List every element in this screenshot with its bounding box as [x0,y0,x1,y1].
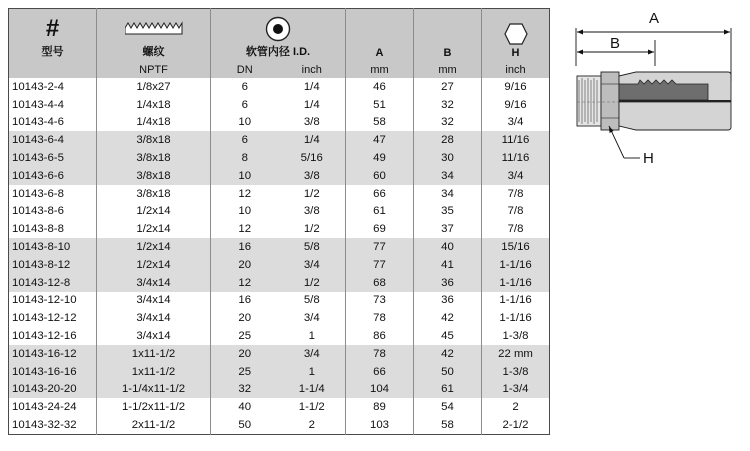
b-header [414,9,482,62]
cell-inch: 1/2 [303,223,320,236]
cell-inch: 1 [279,363,346,381]
cell-thread: 3/4x14 [97,327,211,345]
cell-h: 7/8 [482,220,550,238]
label-a: A [649,10,660,27]
cell-b: 61 [414,381,482,399]
a-header [346,9,414,62]
cell-thread: 1-1/2x11-1/2 [97,398,211,416]
cell-model: 10143-8-8 [12,223,64,236]
cell-a: 66 [346,363,414,381]
cell-h: 2 [482,398,550,416]
cell-thread: 1/2x14 [97,238,211,256]
cell-dn: 10 [211,203,279,221]
cell-model: 10143-6-5 [9,149,97,167]
cell-thread: 1/8x27 [97,78,211,96]
cell-dn: 50 [211,416,279,434]
cell-inch: 1-1/2 [298,401,325,414]
cell-dn: 32 [211,381,279,399]
cell-model: 10143-12-12 [12,312,77,325]
cell-dn: 12 [211,220,279,238]
cell-dn: 20 [211,256,279,274]
cell-b: 30 [414,149,482,167]
table-row [9,131,550,149]
table-row [9,381,550,399]
cell-h: 3/4 [482,167,550,185]
cell-model: 10143-6-4 [9,131,97,149]
cell-model: 10143-32-32 [12,419,77,432]
cell-model: 10143-12-16 [12,330,77,343]
table-row [9,167,550,185]
cell-thread: 3/8x18 [97,149,211,167]
cell-inch: 3/4 [303,312,320,325]
cell-b: 34 [414,167,482,185]
cell-a: 66 [346,185,414,203]
cell-model: 10143-6-6 [9,167,97,185]
cell-thread: 1/4x18 [97,96,211,114]
cell-model: 10143-8-10 [9,238,97,256]
cell-inch: 3/8 [279,167,346,185]
cell-thread: 1-1/4x11-1/2 [97,381,211,399]
a-unit: mm [346,61,414,78]
cell-h: 7/8 [482,185,550,203]
h-unit: inch [482,61,550,78]
header-row-labels [9,9,550,62]
cell-h: 1-3/4 [482,381,550,399]
cell-h: 15/16 [482,238,550,256]
cell-a: 69 [346,220,414,238]
cell-inch: 1/2 [279,274,346,292]
table-row [9,345,550,363]
table-row [9,238,550,256]
cell-a: 104 [346,381,414,399]
cell-model: 10143-4-6 [12,116,64,129]
cell-b: 37 [414,220,482,238]
cell-dn: 12 [211,274,279,292]
cell-inch: 3/4 [279,256,346,274]
cell-inch: 5/8 [303,294,320,307]
cell-inch: 1/4 [303,80,320,93]
cell-thread: 1/2x14 [97,220,211,238]
cell-thread: 1/2x14 [97,256,211,274]
cell-dn: 40 [211,398,279,416]
cell-h: 1-1/16 [482,309,550,327]
cell-a: 77 [346,256,414,274]
cell-dn: 12 [211,185,279,203]
cell-thread: 3/4x14 [97,292,211,310]
cell-model: 10143-20-20 [9,381,97,399]
cell-model: 10143-8-6 [12,205,64,218]
cell-b: 32 [414,96,482,114]
cell-dn: 6 [211,96,279,114]
table-row [9,78,550,96]
cell-a: 58 [346,114,414,132]
cell-dn: 6 [211,131,279,149]
cell-b: 42 [414,345,482,363]
model-unit-cell [9,61,97,78]
cell-h: 11/16 [482,149,550,167]
cell-inch: 2 [308,419,315,432]
cell-h: 22 mm [482,345,550,363]
cell-dn: 6 [211,78,279,96]
cell-b: 34 [414,185,482,203]
cell-thread: 1x11-1/2 [97,345,211,363]
table-row [9,398,550,416]
cell-a: 68 [346,274,414,292]
table-row [9,220,550,238]
cell-b: 28 [414,131,482,149]
cell-a: 47 [346,131,414,149]
cell-inch: 1/2 [303,187,320,200]
cell-thread: 3/4x14 [97,274,211,292]
cell-model: 10143-16-16 [9,363,97,381]
cell-inch: 3/4 [279,345,346,363]
cell-h: 9/16 [482,78,550,96]
cell-a: 77 [346,238,414,256]
cell-dn: 25 [211,327,279,345]
cell-thread: 1/2x14 [97,203,211,221]
cell-h: 1-3/8 [482,363,550,381]
cell-h: 1-3/8 [482,327,550,345]
thread-profile-icon [97,15,210,43]
cell-a: 46 [346,78,414,96]
cell-dn: 16 [211,238,279,256]
cell-thread: 1x11-1/2 [97,363,211,381]
cell-a: 73 [346,292,414,310]
dimension-h [609,126,640,158]
cell-thread: 3/8x18 [97,131,211,149]
cell-a: 103 [346,416,414,434]
hash-symbol: # [45,15,60,42]
b-header-label: B [443,47,452,59]
cell-h: 3/4 [482,114,550,132]
cell-a: 89 [346,398,414,416]
cell-b: 45 [414,327,482,345]
hose-bore-icon [211,15,345,43]
cell-h: 1-1/16 [482,274,550,292]
cell-h: 7/8 [482,203,550,221]
table-row [9,274,550,292]
cell-b: 40 [414,238,482,256]
cell-inch: 1/4 [303,98,320,111]
cell-inch: 1-1/4 [279,381,346,399]
header-row-units [9,61,550,78]
cell-b: 50 [414,363,482,381]
cell-model: 10143-2-4 [12,80,64,93]
cell-thread: 3/4x14 [97,309,211,327]
h-header-label: H [511,47,520,59]
table-row [9,292,550,310]
cell-b: 41 [414,256,482,274]
cell-dn: 10 [211,167,279,185]
cell-a: 61 [346,203,414,221]
h-header [482,9,550,62]
cell-h: 1-1/16 [482,256,550,274]
cell-b: 36 [414,274,482,292]
cell-inch: 1 [308,330,315,343]
table-row [9,327,550,345]
cell-model: 10143-8-12 [9,256,97,274]
label-h: H [643,150,654,167]
model-header [9,9,97,62]
cell-model: 10143-6-8 [12,187,64,200]
cell-thread: 3/8x18 [97,185,211,203]
table-row [9,185,550,203]
cell-thread: 3/8x18 [97,167,211,185]
cell-model: 10143-12-8 [9,274,97,292]
cell-h: 9/16 [482,96,550,114]
cell-thread: 1/4x18 [97,114,211,132]
table-row [9,203,550,221]
cell-inch: 3/8 [303,116,320,129]
cell-a: 49 [346,149,414,167]
cell-h: 1-1/16 [482,292,550,310]
cell-thread: 2x11-1/2 [97,416,211,434]
cell-a: 78 [346,309,414,327]
table-row [9,114,550,132]
hexagon-icon [482,19,549,47]
table-row [9,256,550,274]
b-unit: mm [414,61,482,78]
thread-unit: NPTF [97,61,211,78]
spec-table [8,8,550,435]
table-row [9,149,550,167]
table-row [9,363,550,381]
inch-unit: inch [279,61,346,78]
cell-b: 54 [414,398,482,416]
cell-inch: 1/4 [279,131,346,149]
model-header-label: 型号 [41,46,64,58]
fitting-body [577,72,731,130]
cell-b: 42 [414,309,482,327]
cell-dn: 16 [211,292,279,310]
hose-id-header-label: 软管内径 I.D. [245,46,311,58]
table-row [9,309,550,327]
cell-dn: 10 [211,114,279,132]
cell-b: 35 [414,203,482,221]
a-header-label: A [375,47,384,59]
cell-model: 10143-16-12 [9,345,97,363]
cell-a: 86 [346,327,414,345]
dn-unit: DN [211,61,279,78]
table-body [9,78,550,434]
cell-inch: 5/8 [279,238,346,256]
cell-dn: 8 [211,149,279,167]
label-b: B [610,35,621,52]
cell-b: 32 [414,114,482,132]
table-row [9,96,550,114]
thread-header [97,9,211,62]
cell-dn: 20 [211,345,279,363]
cell-b: 36 [414,292,482,310]
cell-a: 78 [346,345,414,363]
hose-id-header [211,9,346,62]
cell-b: 27 [414,78,482,96]
cell-a: 51 [346,96,414,114]
cell-dn: 20 [211,309,279,327]
cell-h: 11/16 [482,131,550,149]
thread-header-label: 螺纹 [142,46,165,58]
cell-b: 58 [414,416,482,434]
cell-h: 2-1/2 [482,416,550,434]
cell-dn: 25 [211,363,279,381]
cell-model: 10143-4-4 [12,98,64,111]
cell-inch: 3/8 [303,205,320,218]
cell-inch: 5/16 [279,149,346,167]
table-row [9,416,550,434]
cell-a: 60 [346,167,414,185]
cell-model: 10143-24-24 [12,401,77,414]
cell-model: 10143-12-10 [12,294,77,307]
fitting-diagram [568,6,744,182]
